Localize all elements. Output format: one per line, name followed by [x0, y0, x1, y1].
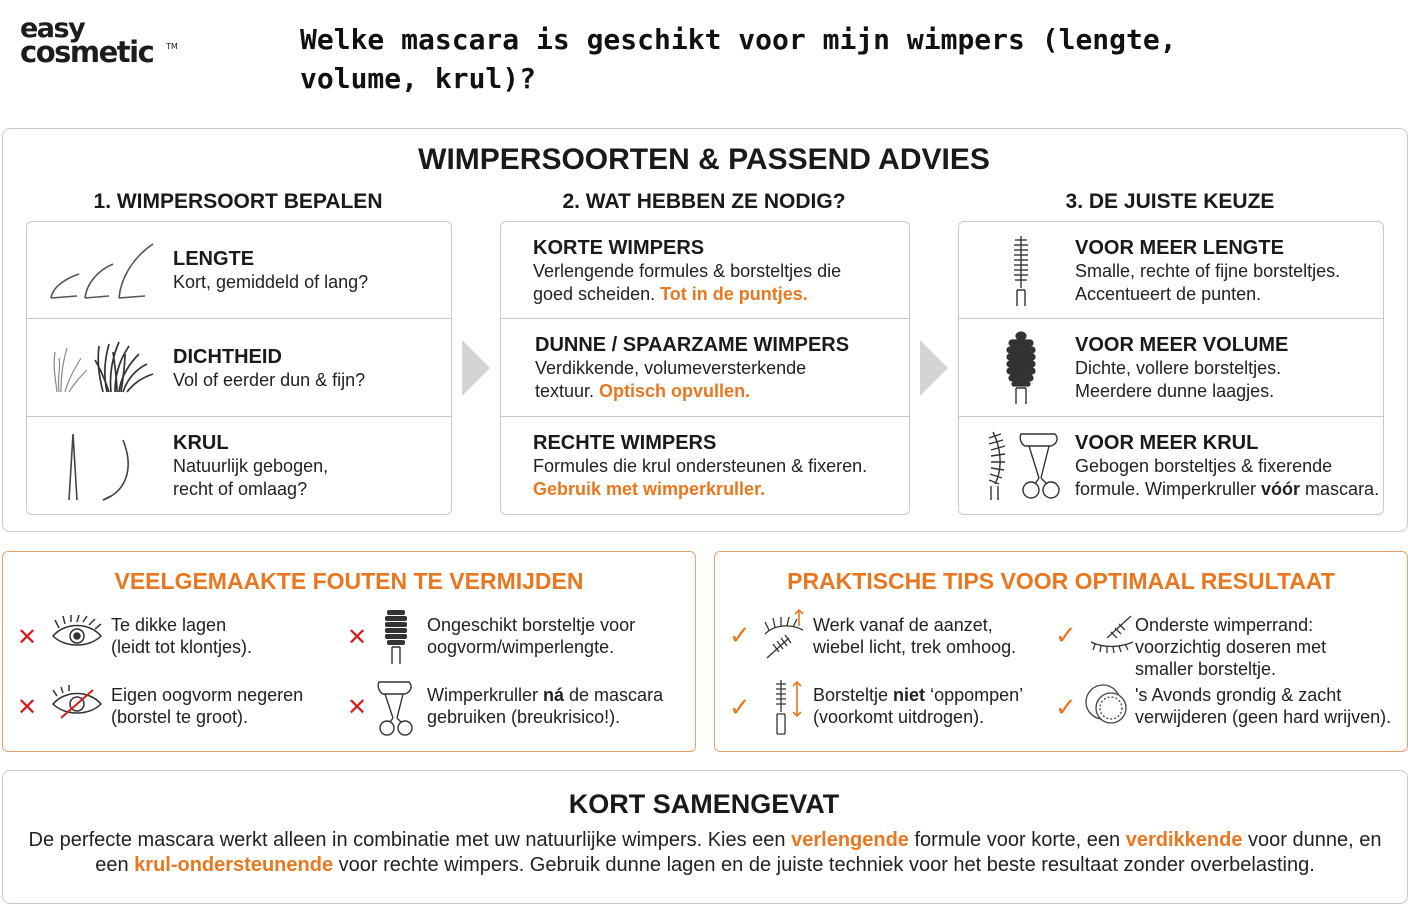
x-icon: ✕ — [17, 623, 38, 651]
divider — [27, 416, 451, 417]
divider — [501, 318, 909, 319]
summary-text: De perfecte mascara werkt alleen in combinatie met uw natuurlijke wimpers. Kies een verlengende formule voor korte, een verdikkende voor dunne, en een krul-ondersteunende voor rechte wimpers. Gebruik dunne lagen en de juiste techniek voor het beste resultaat zonder overbelasting. — [28, 829, 1382, 876]
logo-line-2: cosmetic — [20, 35, 154, 69]
cotton-pad-icon — [1083, 682, 1131, 728]
summary-title: KORT SAMENGEVAT — [568, 789, 840, 819]
lash-length-text: Kort, gemiddeld of lang? — [173, 272, 369, 292]
needs-box — [500, 221, 910, 515]
lash-curl-text: Natuurlijk gebogen, recht of omlaag? — [173, 456, 329, 499]
more-curl-text: Gebogen borsteltjes & fixerende formule. Wimperkruller vóór mascara. — [1075, 456, 1380, 499]
check-icon: ✓ — [1055, 693, 1077, 723]
x-icon: ✕ — [347, 623, 368, 651]
straight-lashes-heading: RECHTE WIMPERS — [533, 432, 717, 454]
pump-brush-icon — [769, 676, 805, 738]
mistake-1-text: Te dikke lagen (leidt tot klontjes). — [111, 615, 253, 657]
wiggle-brush-icon — [759, 608, 809, 664]
lash-density-text: Vol of eerder dun & fijn? — [173, 370, 366, 390]
crossed-eye-icon — [49, 684, 105, 724]
check-icon: ✓ — [1055, 621, 1077, 651]
column-title-1: 1. WIMPERSOORT BEPALEN — [93, 190, 383, 213]
tips-panel — [714, 551, 1408, 752]
arrow-right-icon — [920, 340, 948, 396]
logo-trademark: TM — [166, 42, 178, 51]
curved-brush-curler-icon — [981, 428, 1063, 502]
divider — [501, 416, 909, 417]
more-volume-text: Dichte, vollere borsteltjes. Meerdere dunne laagjes. — [1075, 358, 1282, 401]
more-curl-heading: VOOR MEER KRUL — [1075, 432, 1259, 454]
page-title: Welke mascara is geschikt voor mijn wimpers (lengte, volume, krul)? — [300, 23, 1177, 95]
short-lashes-heading: KORTE WIMPERS — [533, 237, 705, 259]
check-icon: ✓ — [729, 621, 751, 651]
arrow-right-icon — [462, 340, 490, 396]
tips-title: PRAKTISCHE TIPS VOOR OPTIMAAL RESULTAAT — [787, 568, 1335, 594]
logo-line-1: easy — [20, 13, 85, 44]
lash-length-heading: LENGTE — [173, 248, 255, 270]
mistake-3-text: Eigen oogvorm negeren (borstel te groot). — [111, 685, 304, 727]
x-icon: ✕ — [347, 693, 368, 721]
thin-lashes-heading: DUNNE / SPAARZAME WIMPERS — [535, 334, 850, 356]
divider — [959, 318, 1383, 319]
check-icon: ✓ — [729, 693, 751, 723]
curler-icon — [375, 678, 417, 738]
brand-logo — [20, 14, 180, 70]
more-volume-heading: VOOR MEER VOLUME — [1075, 334, 1289, 356]
mistake-2-text: Ongeschikt borsteltje voor oogvorm/wimperlengte. — [427, 615, 636, 657]
mistakes-panel — [2, 551, 696, 752]
tip-2-text: Onderste wimperrand: voorzichtig doseren met smaller borsteltje. — [1135, 615, 1327, 679]
wrong-brush-icon — [381, 606, 411, 666]
thin-brush-icon — [1007, 232, 1035, 308]
x-icon: ✕ — [17, 693, 38, 721]
more-length-text: Smalle, rechte of fijne borsteltjes. Accentueert de punten. — [1075, 261, 1341, 304]
column-title-3: 3. DE JUISTE KEUZE — [1065, 190, 1275, 213]
short-lashes-text: Verlengende formules & borsteltjes die goed scheiden. Tot in de puntjes. — [533, 261, 842, 304]
straight-lashes-text: Formules die krul ondersteunen & fixeren. Gebruik met wimperkruller. — [533, 456, 868, 499]
tip-3-text: Borsteltje niet ‘oppompen’ (voorkomt uitdrogen). — [813, 685, 1024, 727]
thin-lashes-text: Verdikkende, volumeversterkende textuur. Optisch opvullen. — [535, 358, 807, 401]
choice-box — [958, 221, 1384, 515]
lash-density-icon — [51, 336, 157, 396]
more-length-heading: VOOR MEER LENGTE — [1075, 237, 1284, 259]
mistakes-title: VEELGEMAAKTE FOUTEN TE VERMIJDEN — [114, 568, 584, 594]
volume-brush-icon — [1003, 328, 1039, 406]
lash-curl-heading: KRUL — [173, 432, 229, 454]
lash-length-icon — [47, 238, 157, 304]
lash-type-box — [26, 221, 452, 515]
tip-1-text: Werk vanaf de aanzet, wiebel licht, trek omhoog. — [813, 615, 1017, 657]
clumpy-eye-icon — [49, 614, 105, 654]
column-title-2: 2. WAT HEBBEN ZE NODIG? — [562, 190, 846, 213]
divider — [959, 416, 1383, 417]
lash-curl-icon — [63, 430, 143, 502]
mistake-4-text: Wimperkruller ná de mascara gebruiken (breukrisico!). — [427, 685, 664, 727]
lower-lash-icon — [1087, 612, 1137, 654]
tip-4-text: 's Avonds grondig & zacht verwijderen (geen hard wrijven). — [1135, 685, 1392, 727]
main-title: WIMPERSOORTEN & PASSEND ADVIES — [418, 143, 990, 176]
lash-density-heading: DICHTHEID — [173, 346, 282, 368]
divider — [27, 318, 451, 319]
